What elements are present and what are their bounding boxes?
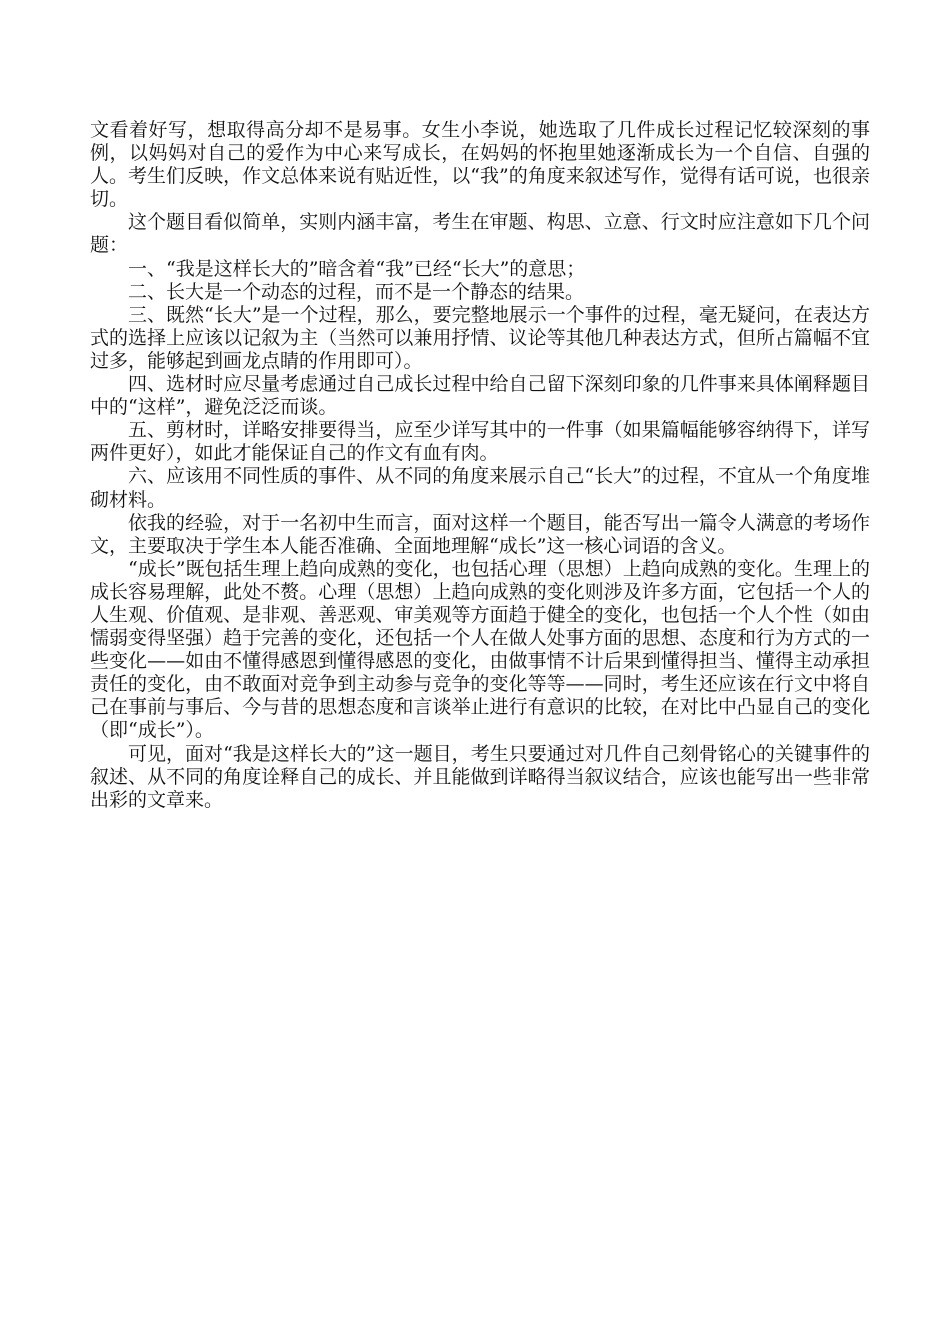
paragraph-point-3: 三、既然“长大”是一个过程，那么，要完整地展示一个事件的过程，毫无疑问，在表达方式的选择上应该以记叙为主（当然可以兼用抒情、议论等其他几种表达方式，但所占篇幅不宜过多，能够起到画龙点睛的作用即可）。 [90,303,870,372]
paragraph-continued: 文看着好写，想取得高分却不是易事。女生小李说，她选取了几件成长过程记忆较深刻的事例，以妈妈对自己的爱作为中心来写成长，在妈妈的怀抱里她逐渐成长为一个自信、自强的人。考生们反映，作文总体来说有贴近性，以“我”的角度来叙述写作，觉得有话可说，也很亲切。 [90,119,870,211]
paragraph-point-6: 六、应该用不同性质的事件、从不同的角度来展示自己“长大”的过程，不宜从一个角度堆砌材料。 [90,465,870,511]
paragraph-intro: 这个题目看似简单，实则内涵丰富，考生在审题、构思、立意、行文时应注意如下几个问题： [90,211,870,257]
paragraph-conclusion: 可见，面对“我是这样长大的”这一题目，考生只要通过对几件自己刻骨铭心的关键事件的叙述、从不同的角度诠释自己的成长、并且能做到详略得当叙议结合，应该也能写出一些非常出彩的文章来。 [90,742,870,811]
document-body [90,119,870,812]
paragraph-point-4: 四、选材时应尽量考虑通过自己成长过程中给自己留下深刻印象的几件事来具体阐释题目中的“这样”，避免泛泛而谈。 [90,373,870,419]
paragraph-experience: 依我的经验，对于一名初中生而言，面对这样一个题目，能否写出一篇令人满意的考场作文，主要取决于学生本人能否准确、全面地理解“成长”这一核心词语的含义。 [90,511,870,557]
paragraph-point-1: 一、“我是这样长大的”暗含着“我”已经“长大”的意思； [128,257,586,280]
paragraph-point-5: 五、剪材时，详略安排要得当，应至少详写其中的一件事（如果篇幅能够容纳得下，详写两件更好），如此才能保证自己的作文有血有肉。 [90,419,870,465]
paragraph-point-2: 二、长大是一个动态的过程，而不是一个静态的结果。 [128,280,585,303]
paragraph-growth-meaning: “成长”既包括生理上趋向成熟的变化，也包括心理（思想）上趋向成熟的变化。生理上的成长容易理解，此处不赘。心理（思想）上趋向成熟的变化则涉及许多方面，它包括一个人的人生观、价值观、是非观、善恶观、审美观等方面趋于健全的变化，也包括一个人个性（如由懦弱变得坚强）趋于完善的变化，还包括一个人在做人处事方面的思想、态度和行为方式的一些变化——如由不懂得感恩到懂得感恩的变化，由做事情不计后果到懂得担当、懂得主动承担责任的变化，由不敢面对竞争到主动参与竞争的变化等等——同时，考生还应该在行文中将自己在事前与事后、今与昔的思想态度和言谈举止进行有意识的比较，在对比中凸显自己的变化（即“成长”）。 [90,557,870,742]
